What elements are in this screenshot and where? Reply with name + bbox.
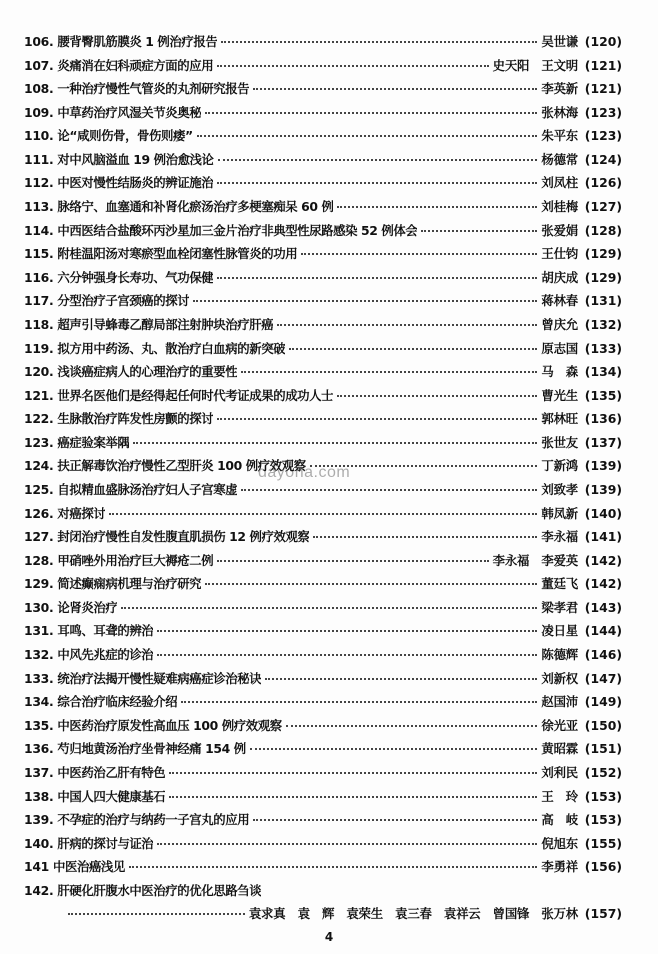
entry-number: 139. [24, 812, 54, 828]
entry-page: (139) [584, 481, 622, 497]
entry-title: 肝病的探讨与证治 [57, 835, 154, 851]
toc-entry [24, 79, 622, 103]
entry-title: 不孕症的治疗与纳药一子宫丸的应用 [57, 812, 250, 828]
entry-title: 自拟精血盛脉汤治疗妇人子宫寒虚 [57, 481, 238, 497]
entry-title: 论“咸则伤骨，骨伤则痿” [57, 128, 193, 144]
entry-authors: 刘利民 [541, 764, 578, 780]
entry-authors: 刘新权 [541, 670, 578, 686]
entry-authors: 刘桂梅 [541, 199, 578, 215]
entry-page: (157) [584, 906, 622, 922]
toc-entry [24, 598, 622, 622]
entry-title: 耳鸣、耳聋的辨治 [57, 623, 154, 639]
entry-number: 113. [24, 199, 54, 215]
entry-authors: 刘致孝 [541, 481, 578, 497]
entry-authors: 李永福 李爱英 [492, 552, 578, 568]
toc-entry [24, 480, 622, 504]
table-of-contents [24, 32, 622, 928]
leader-dots [217, 182, 537, 184]
toc-entry [24, 244, 622, 268]
toc-entry [24, 669, 622, 693]
entry-authors: 马 森 [541, 364, 578, 380]
entry-number: 142. [24, 882, 54, 898]
toc-entry [24, 621, 622, 645]
entry-authors: 丁新鸿 [541, 458, 578, 474]
entry-title: 综合治疗临床经验介绍 [57, 694, 178, 710]
toc-entry [24, 56, 622, 80]
entry-number: 125. [24, 481, 54, 497]
entry-title: 中草药治疗风湿关节炎奥秘 [57, 104, 202, 120]
watermark-text: dayona.com [258, 464, 351, 481]
entry-authors: 原志国 [541, 340, 578, 356]
entry-title: 中国人四大健康基石 [57, 788, 166, 804]
leader-dots [193, 300, 537, 302]
toc-entry [24, 409, 622, 433]
entry-title: 中医药治乙肝有特色 [57, 764, 166, 780]
entry-title: 炎痛消在妇科顽症方面的应用 [57, 57, 214, 73]
entry-authors: 朱平东 [541, 128, 578, 144]
toc-entry [24, 362, 622, 386]
entry-title: 中医药治疗原发性高血压 100 例疗效观察 [57, 717, 282, 733]
leader-dots [310, 465, 538, 467]
entry-page: (144) [584, 623, 622, 639]
entry-number: 114. [24, 222, 54, 238]
entry-authors: 杨德常 [541, 151, 578, 167]
entry-title: 封闭治疗慢性自发性腹直肌损伤 12 例疗效观察 [57, 529, 310, 545]
entry-title: 简述癫痫病机理与治疗研究 [57, 576, 202, 592]
entry-title: 中医治癌浅见 [52, 859, 125, 875]
leader-dots [253, 88, 537, 90]
entry-title: 统治疗法揭开慢性疑难病癌症诊治秘诀 [57, 670, 262, 686]
entry-number: 140. [24, 835, 54, 851]
toc-entry [24, 739, 622, 763]
toc-entry [24, 810, 622, 834]
entry-title: 六分钟强身长寿功、气功保健 [57, 269, 214, 285]
entry-number: 135. [24, 717, 54, 733]
toc-entry [24, 763, 622, 787]
toc-entry [24, 32, 622, 56]
entry-number: 117. [24, 293, 54, 309]
entry-number: 115. [24, 246, 54, 262]
entry-number: 119. [24, 340, 54, 356]
entry-page: (136) [584, 411, 622, 427]
entry-authors: 黄昭霖 [541, 741, 578, 757]
entry-number: 137. [24, 764, 54, 780]
leader-dots [217, 277, 537, 279]
toc-entry-continuation [24, 904, 622, 928]
entry-authors: 刘凤柱 [541, 175, 578, 191]
entry-number: 133. [24, 670, 54, 686]
entry-title: 论肾炎治疗 [57, 599, 118, 615]
entry-number: 121. [24, 387, 54, 403]
entry-authors: 张世友 [541, 434, 578, 450]
leader-dots [421, 230, 537, 232]
leader-dots [121, 607, 537, 609]
toc-entry [24, 692, 622, 716]
entry-title: 脉络宁、血塞通和补肾化瘀汤治疗多梗塞痴呆 60 例 [57, 199, 334, 215]
entry-authors: 凌日星 [541, 623, 578, 639]
entry-page: (143) [584, 599, 622, 615]
entry-number: 136. [24, 741, 54, 757]
entry-page: (123) [584, 128, 622, 144]
entry-page: (150) [584, 717, 622, 733]
entry-title: 浅谈癌症病人的心理治疗的重要性 [57, 364, 238, 380]
entry-title: 拟方用中药汤、丸、散治疗白血病的新突破 [57, 340, 286, 356]
leader-dots [277, 324, 537, 326]
entry-authors: 高 岐 [541, 812, 578, 828]
entry-page: (131) [584, 293, 622, 309]
toc-entry [24, 716, 622, 740]
entry-page: (123) [584, 104, 622, 120]
entry-page: (151) [584, 741, 622, 757]
entry-number: 138. [24, 788, 54, 804]
entry-page: (140) [584, 505, 622, 521]
leader-dots [337, 395, 537, 397]
entry-number: 111. [24, 151, 54, 167]
leader-dots [157, 630, 537, 632]
leader-dots [313, 536, 537, 538]
page-number: 4 [324, 930, 334, 944]
entry-authors: 倪旭东 [541, 835, 578, 851]
entry-page: (156) [584, 859, 622, 875]
leader-dots [217, 65, 488, 67]
entry-title: 癌症验案举隅 [57, 434, 130, 450]
entry-authors: 张爱娟 [541, 222, 578, 238]
toc-entry [24, 315, 622, 339]
leader-dots [218, 159, 538, 161]
entry-number: 141 [24, 859, 49, 875]
entry-page: (149) [584, 694, 622, 710]
toc-entry [24, 551, 622, 575]
entry-page: (147) [584, 670, 622, 686]
toc-entry [24, 291, 622, 315]
entry-authors: 张林海 [541, 104, 578, 120]
entry-authors: 吴世谦 [541, 34, 578, 49]
entry-authors: 李英新 [541, 81, 578, 97]
entry-page: (146) [584, 647, 622, 663]
entry-authors: 曾庆允 [541, 316, 578, 332]
entry-title: 生脉散治疗阵发性房颤的探讨 [57, 411, 214, 427]
entry-authors: 韩凤新 [541, 505, 578, 521]
entry-authors: 李永福 [541, 529, 578, 545]
entry-number: 107. [24, 57, 54, 73]
entry-page: (137) [584, 434, 622, 450]
leader-dots [241, 489, 537, 491]
toc-entry [24, 504, 622, 528]
entry-page: (129) [584, 246, 622, 262]
entry-page: (126) [584, 175, 622, 191]
leader-dots [253, 819, 537, 821]
toc-entry [24, 834, 622, 858]
toc-entry [24, 221, 622, 245]
entry-authors: 史天阳 王文明 [492, 57, 578, 73]
entry-page: (153) [584, 812, 622, 828]
leader-dots [301, 253, 537, 255]
entry-title: 超声引导蜂毒乙醇局部注射肿块治疗肝癌 [57, 316, 274, 332]
entry-number: 130. [24, 599, 54, 615]
entry-page: (135) [584, 387, 622, 403]
entry-authors: 董廷飞 [541, 576, 578, 592]
entry-page: (127) [584, 199, 622, 215]
entry-authors: 袁求真 袁 辉 袁荣生 袁三春 袁祥云 曾国锋 张万林 [248, 906, 578, 922]
entry-title: 甲硝唑外用治疗巨大褥疮二例 [57, 552, 214, 568]
leader-dots [68, 913, 245, 915]
entry-authors: 徐光亚 [541, 717, 578, 733]
entry-authors: 郭林旺 [541, 411, 578, 427]
leader-dots [133, 442, 537, 444]
entry-number: 118. [24, 316, 54, 332]
entry-page: (142) [584, 576, 622, 592]
entry-page: (155) [584, 835, 622, 851]
toc-entry [24, 433, 622, 457]
leader-dots [217, 418, 537, 420]
leader-dots [157, 654, 537, 656]
leader-dots [157, 843, 537, 845]
entry-title: 一种治疗慢性气管炎的丸剂研究报告 [57, 81, 250, 97]
entry-authors: 陈德辉 [541, 647, 578, 663]
entry-number: 109. [24, 104, 54, 120]
entry-page: (129) [584, 269, 622, 285]
entry-authors: 王仕钧 [541, 246, 578, 262]
entry-number: 116. [24, 269, 54, 285]
entry-title: 世界名医他们是经得起任何时代考证成果的成功人士 [57, 387, 334, 403]
entry-page: (133) [584, 340, 622, 356]
entry-page: (132) [584, 316, 622, 332]
entry-authors: 蒋林春 [541, 293, 578, 309]
entry-number: 106. [24, 34, 54, 49]
entry-title: 对中风脑溢血 19 例治愈浅论 [57, 151, 214, 167]
toc-entry [24, 103, 622, 127]
entry-page: (121) [584, 57, 622, 73]
entry-number: 108. [24, 81, 54, 97]
toc-entry [24, 126, 622, 150]
entry-number: 126. [24, 505, 54, 521]
leader-dots [250, 748, 538, 750]
entry-authors: 赵国沛 [541, 694, 578, 710]
entry-number: 123. [24, 434, 54, 450]
entry-authors: 王 玲 [541, 788, 578, 804]
toc-entry [24, 197, 622, 221]
leader-dots [197, 135, 538, 137]
entry-number: 127. [24, 529, 54, 545]
leader-dots [241, 371, 537, 373]
entry-title: 腰背臀肌筋膜炎 1 例治疗报告 [57, 34, 218, 49]
entry-number: 134. [24, 694, 54, 710]
entry-page: (153) [584, 788, 622, 804]
leader-dots [337, 206, 537, 208]
entry-title: 中医对慢性结肠炎的辨证施治 [57, 175, 214, 191]
entry-authors: 梁孝君 [541, 599, 578, 615]
entry-number: 122. [24, 411, 54, 427]
entry-number: 112. [24, 175, 54, 191]
entry-title: 中风先兆症的诊治 [57, 647, 154, 663]
toc-entry [24, 456, 622, 480]
entry-page: (152) [584, 764, 622, 780]
entry-page: (139) [584, 458, 622, 474]
entry-title: 中西医结合盐酸环丙沙星加三金片治疗非典型性尿路感染 52 例体会 [57, 222, 418, 238]
entry-number: 120. [24, 364, 54, 380]
leader-dots [289, 348, 537, 350]
leader-dots [265, 678, 537, 680]
leader-dots [217, 560, 488, 562]
toc-entry [24, 881, 622, 905]
entry-authors: 胡庆成 [541, 269, 578, 285]
leader-dots [129, 866, 538, 868]
entry-page: (128) [584, 222, 622, 238]
toc-entry [24, 173, 622, 197]
entry-number: 110. [24, 128, 54, 144]
entry-page: (124) [584, 151, 622, 167]
entry-page: (120) [584, 34, 622, 49]
entry-authors: 李勇祥 [541, 859, 578, 875]
toc-entry [24, 787, 622, 811]
entry-title: 芍归地黄汤治疗坐骨神经痛 154 例 [57, 741, 246, 757]
toc-entry [24, 857, 622, 881]
toc-entry [24, 339, 622, 363]
toc-entry [24, 150, 622, 174]
entry-title: 附桂温阳汤对寒瘀型血栓闭塞性脉管炎的功用 [57, 246, 298, 262]
entry-authors: 曹光生 [541, 387, 578, 403]
leader-dots [205, 583, 537, 585]
entry-number: 128. [24, 552, 54, 568]
entry-number: 132. [24, 647, 54, 663]
entry-title: 肝硬化肝腹水中医治疗的优化思路刍谈 [57, 882, 262, 898]
leader-dots [169, 772, 537, 774]
entry-title: 扶正解毒饮治疗慢性乙型肝炎 100 例疗效观察 [57, 458, 306, 474]
entry-title: 分型治疗子宫颈癌的探讨 [57, 293, 190, 309]
leader-dots [181, 701, 537, 703]
entry-number: 129. [24, 576, 54, 592]
toc-entry [24, 527, 622, 551]
toc-entry [24, 645, 622, 669]
toc-entry [24, 386, 622, 410]
leader-dots [169, 796, 537, 798]
entry-number: 131. [24, 623, 54, 639]
entry-title: 对癌探讨 [57, 505, 106, 521]
entry-page: (142) [584, 552, 622, 568]
leader-dots [286, 725, 538, 727]
toc-entry [24, 574, 622, 598]
entry-page: (121) [584, 81, 622, 97]
entry-number: 124. [24, 458, 54, 474]
leader-dots [109, 513, 537, 515]
entry-page: (134) [584, 364, 622, 380]
leader-dots [221, 41, 537, 43]
entry-page: (141) [584, 529, 622, 545]
toc-entry [24, 268, 622, 292]
leader-dots [205, 112, 537, 114]
